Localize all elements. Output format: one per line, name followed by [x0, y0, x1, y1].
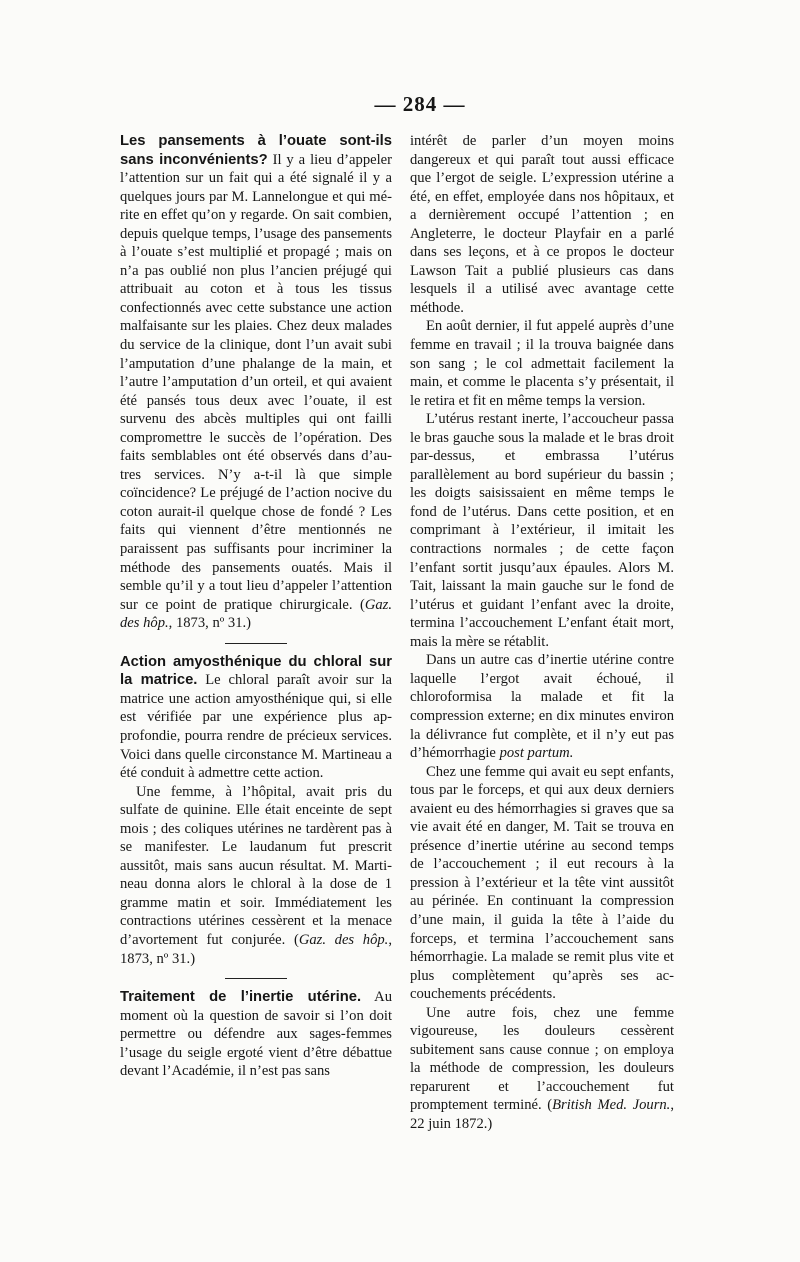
left-column — [120, 132, 392, 1081]
section-divider — [225, 643, 287, 644]
article-cotton-dressings-paragraph: Les pansements à l’ouate sont-ils sans inconvénients? Il y a lieu d’appeler l’attention sur un fait qui a été signalé il y a quelques jours par M. Lannelongue et qui mérite en effet qu’on y regarde. On sait combien, depuis quelque temps, l’usage des pansements à l’ouate s’est multiplié et propagé ; mais on n’a pas oublié non plus l’ancien préjugé qui attribuait au coton et à tous les tissus confectionnés avec cette substance une action malfaisante sur les plaies. Chez deux malades du service de la clinique, dont l’un avait subi l’amputation d’une phalange de la main, et l’autre l’amputation d’un orteil, et qui avaient été pansés tous deux avec l’ouate, il est survenu des abcès multiples qui ont failli compromettre le succès de l’opération. Des faits semblables ont été observés dans d’autres services. N’y a-t-il là que simple coïncidence? Le préjugé de l’action nocive du coton aurait-il quelque chose de fondé ? Les faits qui viennent d’être mentionnés ne paraissent pas suffisants pour incriminer la méthode des pansements ouatés. Mais il semble qu’il y a tout lieu d’appeler l’attention sur ce point de pratique chirurgicale. (Gaz. des hôp., 1873, nº 31.) — [120, 133, 392, 632]
citation-source: Gaz. des hôp. — [298, 931, 389, 948]
right-paragraph-5: Chez une femme qui avait eu sept enfants, tous par le forceps, et qui aux deux derniers avaient eu des hémorrhagies si graves que sa vie avait été en danger, M. Tait se trouva en présence d’inertie utérine au second temps de l’accouchement ; il eut recours à la pression à l’extérieur et la tête vint aussitôt au périnée. En continuant la compression d’une main, il guida la tête à l’aide du forceps, et termina l’accouchement sans hémorrhagie. La malade se remit plus vite et plus complètement qu’après ses accouchements précédents. — [410, 763, 674, 1003]
right-paragraph-2: En août dernier, il fut appelé auprès d’une femme en travail ; il la trouva baignée dans son sang ; le col admettait facilement la main, et comme le placenta s’y présentait, il le retira et fit en même temps la version. — [410, 318, 674, 409]
article-uterine-inertia — [120, 988, 392, 1081]
article-uterine-inertia-paragraph — [120, 988, 392, 1081]
article-uterine-inertia-body: Au moment où la question de savoir si l’on doit permettre ou défendre aux sages-femmes l’usage du seigle ergoté vient d’être débattue devant l’Académie, il n’est pas sans — [120, 989, 392, 1080]
right-paragraph-6: Une autre fois, chez une femme vigoureuse, les douleurs cessèrent subitement sans cause connue ; on employa la méthode de compression, les douleurs reparurent et l’accouchement fut promptement terminé. (British Med. Journ., 22 juin 1872.) — [410, 1004, 674, 1132]
citation-source: British Med. Journ. — [552, 1097, 671, 1114]
right-paragraph-4: Dans un autre cas d’inertie utérine contre laquelle l’ergot avait échoué, il chloroformisa la malade et fit la compression externe; en dix minutes environ la délivrance fut complète, et il n’y eut pas d’hémorrhagie post partum. — [410, 652, 674, 762]
article-chloral-heading: Action amyosthénique du chloral sur la matrice. — [120, 653, 392, 689]
article-uterine-inertia-heading: Traitement de l’inertie utérine. — [120, 989, 362, 1006]
article-chloral-paragraph-1 — [120, 653, 392, 783]
article-chloral-paragraph-2: Une femme, à l’hôpital, avait pris du sulfate de quinine. Elle était enceinte de sept mois ; des coliques utérines ne tardèrent pas à se manifester. Le laudanum fut prescrit aussitôt, mais sans aucun résultat. M. Martineau donna alors le chloral à la dose de 1 gramme matin et soir. Immédiatement les contractions utérines cessèrent et la menace d’avortement fut conjurée. (Gaz. des hôp., 1873, nº 31.) — [120, 783, 392, 967]
page-number: — 284 — — [374, 92, 466, 116]
article-chloral — [120, 653, 392, 968]
article-cotton-dressings-heading: Les pansements à l’ouate sont-ils sans inconvénients? — [120, 133, 392, 168]
citation-details: , 22 juin 1872.) — [410, 1097, 674, 1132]
right-paragraph-3: L’utérus restant inerte, l’accoucheur passa le bras gauche sous la malade et le bras droit par-dessus, et embrassa l’utérus parallèlement au bord supérieur du bassin ; les doigts saisissaient en même temps le fond de l’utérus. Dans cette position, et en comprimant à l’extérieur, il imitait les contractions normales ; de cette façon l’enfant sortit jusqu’aux épaules. Alors M. Tait, laissant la main gauche sur le fond de l’utérus et guidant l’enfant avec la droite, termina l’accouchement L’enfant était mort, mais la mère se rétablit. — [410, 411, 674, 650]
right-column — [410, 132, 674, 1134]
section-divider — [225, 978, 287, 979]
article-chloral-body: Le chloral paraît avoir sur la matrice une action amyosthénique qui, si elle est vérifiée par une expérience plus approfondie, pourra rendre de précieux services. Voici dans quelle circonstance M. Martineau a été conduit à admettre cette action. — [120, 672, 392, 782]
citation-details: , 1873, nº 31.) — [168, 615, 252, 632]
right-paragraph-1: intérêt de parler d’un moyen moins dangereux et qui paraît tout aussi efficace que l’ergot de seigle. L’expression utérine a été, en effet, employée dans nos hôpitaux, et a dernièrement occupé l’attention ; en Angleterre, le docteur Playfair en a parlé dans ses leçons, et à ce propos le docteur Lawson Tait a publié plusieurs cas dans lesquels il a utilisé avec avantage cette méthode. — [410, 133, 674, 316]
citation-source: Gaz. des hôp. — [120, 596, 392, 632]
citation-details: , 1873, nº 31.) — [120, 931, 392, 967]
article-cotton-dressings — [120, 132, 392, 633]
italic-term: post partum. — [499, 745, 574, 762]
article-cotton-dressings-body: Il y a lieu d’appeler l’attention sur un fait qui a été signalé il y a quelques jours par M. Lannelongue et qui mérite en effet qu’on y regarde. On sait combien, depuis quelque temps, l’usage des pansements à l’ouate s’est multiplié et propagé ; mais on n’a pas oublié non plus l’ancien préjugé qui attribuait au coton et à tous les tissus confectionnés avec cette substance une action malfaisante sur les plaies. Chez deux malades du service de la clinique, dont l’un avait subi l’amputation d’une phalange de la main, et l’autre l’amputation d’un orteil, et qui avaient été pansés tous deux avec l’ouate, il est survenu des abcès multiples qui ont failli compromettre le succès de l’opération. Des faits semblables ont été observés dans d’autres services. N’y a-t-il là que simple coïncidence? Le préjugé de l’action nocive du coton aurait-il quelque chose de fondé ? Les faits qui viennent d’être mentionnés ne paraissent pas suffisants pour incriminer la méthode des pansements ouatés. Mais il semble qu’il y a tout lieu d’appeler l’attention sur ce point de pratique chirurgicale. — [120, 151, 392, 613]
